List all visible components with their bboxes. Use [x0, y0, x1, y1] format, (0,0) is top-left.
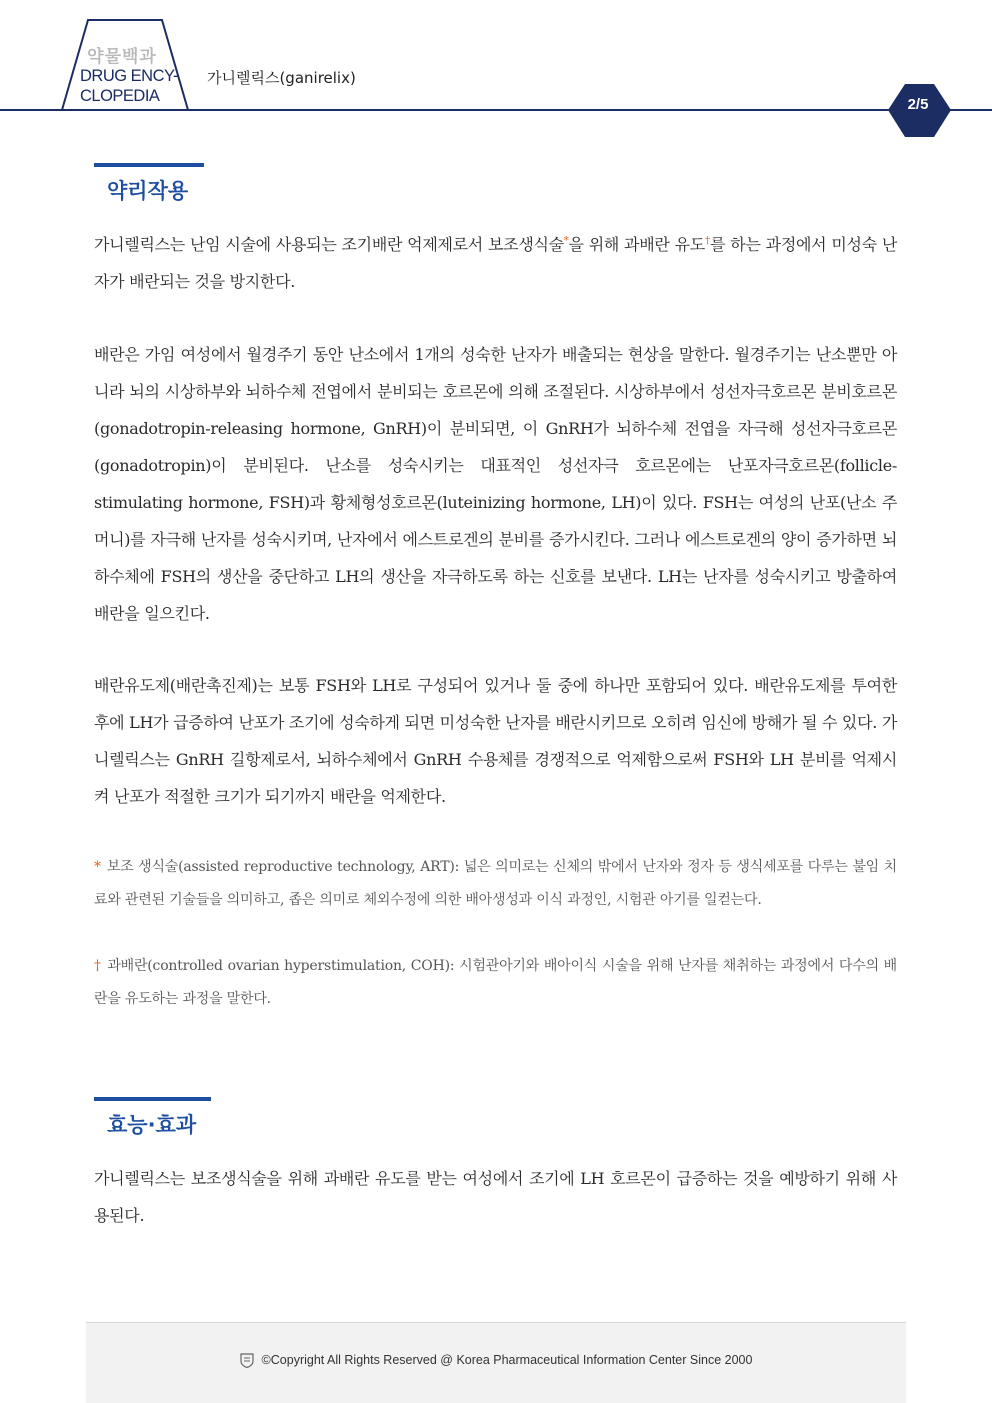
- page-footer: [86, 1322, 906, 1403]
- footnote-ref-dagger: †: [704, 235, 711, 247]
- footnote-asterisk-text: 보조 생식술(assisted reproductive technology, ART): 넓은 의미로는 신체의 밖에서 난자와 정자 등 생식세포를 다루는 불임 치료와 관련된 기술들을 의미하고, 좁은 의미로 체외수정에 의한 배아생성과 이식 과정인, 시험관 아기를 일컫는다.: [94, 859, 897, 908]
- p1-text-c: 를 하는 과정에서 미성숙 난자가 배란되는 것을 방지한다.: [94, 235, 897, 291]
- section-title-efficacy: 효능·효과: [107, 1113, 197, 1137]
- efficacy-paragraph: 가니렐릭스는 보조생식술을 위해 과배란 유도를 받는 여성에서 조기에 LH 호르몬이 급증하는 것을 예방하기 위해 사용된다.: [94, 1169, 897, 1225]
- section-title-pharmacology: 약리작용: [107, 179, 189, 203]
- pharmacology-paragraph-2: 배란은 가임 여성에서 월경주기 동안 난소에서 1개의 성숙한 난자가 배출되는 현상을 말한다. 월경주기는 난소뿐만 아니라 뇌의 시상하부와 뇌하수체 전엽에서 분비되는 호르몬에 의해 조절된다. 시상하부에서 성선자극호르몬 분비호르몬(gonadotropin-releasing hormone, GnRH)이 분비되면, 이 GnRH가 뇌하수체 전엽을 자극해 성선자극호르몬(gonadotropin)이 분비된다. 난소를 성숙시키는 대표적인 성선자극 호르몬에는 난포자극호르몬(follicle-stimulating hormone, FSH)과 황체형성호르몬(luteinizing hormone, LH)이 있다. FSH는 여성의 난포(난소 주머니)를 자극해 난자를 성숙시키며, 난자에서 에스트로겐의 분비를 증가시킨다. 그러나 에스트로겐의 양이 증가하면 뇌하수체에 FSH의 생산을 중단하고 LH의 생산을 자극하도록 하는 신호를 보낸다. LH는 난자를 성숙시키고 방출하여 배란을 일으킨다.: [94, 345, 897, 623]
- footnote-asterisk-mark: *: [94, 859, 101, 875]
- logo-en-line2: CLOPEDIA: [80, 87, 160, 105]
- section-bar-pharmacology: [94, 163, 204, 167]
- footnote-dagger: [94, 950, 897, 1016]
- pharmacology-paragraph-3: 배란유도제(배란촉진제)는 보통 FSH와 LH로 구성되어 있거나 둘 중에 하나만 포함되어 있다. 배란유도제를 투여한 후에 LH가 급증하여 난포가 조기에 성숙하게 되면 미성숙한 난자를 배란시키므로 오히려 임신에 방해가 될 수 있다. 가니렐릭스는 GnRH 길항제로서, 뇌하수체에서 GnRH 수용체를 경쟁적으로 억제함으로써 FSH와 LH 분비를 억제시켜 난포가 적절한 크기가 되기까지 배란을 억제한다.: [94, 676, 897, 806]
- crest-icon: [240, 1353, 254, 1368]
- logo-en-line1: DRUG ENCY-: [80, 67, 178, 85]
- footnote-ref-asterisk: *: [563, 235, 569, 247]
- footnote-dagger-text: 과배란(controlled ovarian hyperstimulation, COH): 시험관아기와 배아이식 시술을 위해 난자를 채취하는 과정에서 다수의 배란을 유도하는 과정을 말한다.: [94, 958, 897, 1007]
- logo-english-text: [80, 66, 178, 106]
- footnote-dagger-mark: †: [94, 958, 102, 974]
- p1-text-b: 을 위해 과배란 유도: [568, 235, 705, 254]
- document-title: 가니렐릭스(ganirelix): [207, 69, 356, 87]
- footnote-asterisk: [94, 851, 897, 917]
- footer-content: [86, 1353, 906, 1368]
- page-indicator: 2/5: [907, 96, 929, 113]
- copyright-text: ©Copyright All Rights Reserved @ Korea Pharmaceutical Information Center Since 2000: [261, 1353, 753, 1367]
- pharmacology-paragraph-1: [94, 226, 897, 300]
- p1-text-a: 가니렐릭스는 난임 시술에 사용되는 조기배란 억제제로서 보조생식술: [94, 235, 564, 254]
- logo-korean-text: 약물백과: [87, 47, 157, 67]
- section-bar-efficacy: [94, 1097, 211, 1101]
